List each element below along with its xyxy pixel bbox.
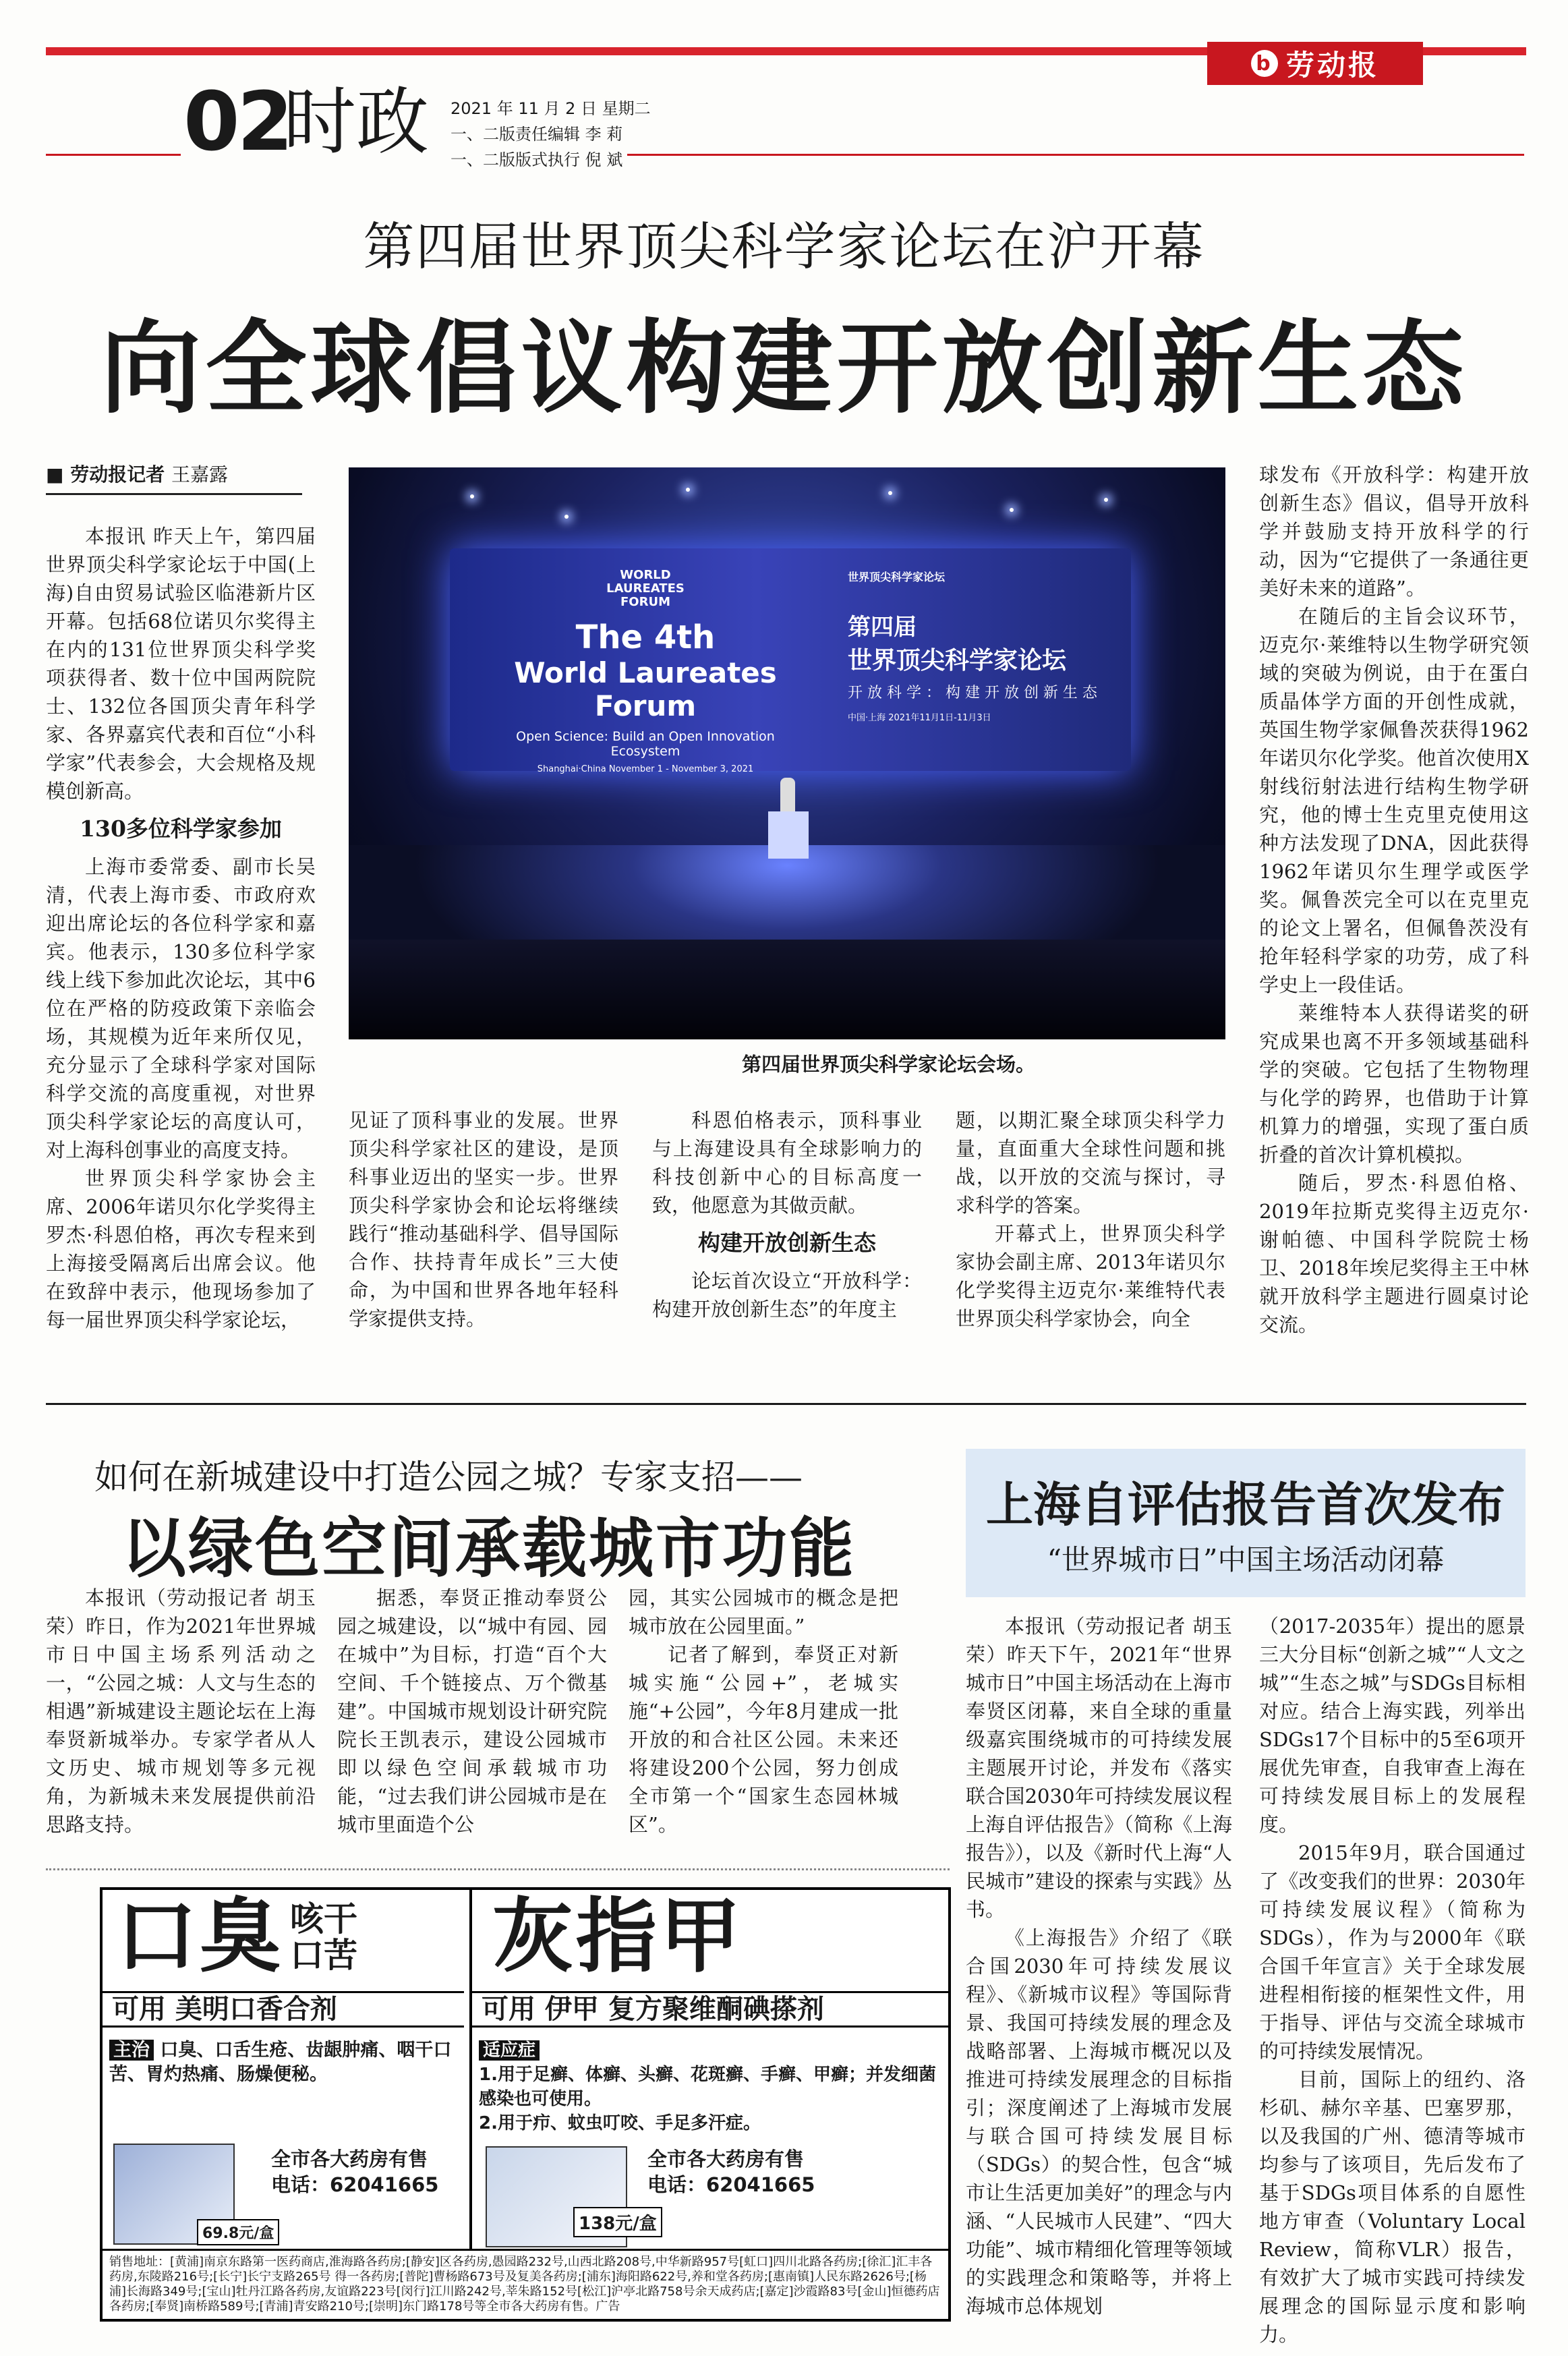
lead-paragraph: 本报讯 昨天上午，第四届世界顶尖科学家论坛于中国(上海)自由贸易试验区临港新片区开幕。包括68位诺贝尔奖得主在内的131位世界顶尖科学奖项获得者、数十位中国两院院士、132位各国顶尖青年科学家、各界嘉宾代表和百位“小科学家”代表参会，大会规格及规模创新高。 — [46, 525, 316, 803]
story3-paragraph: 2015年9月，联合国通过了《改变我们的世界：2030年可持续发展议程》（简称为SDGs），作为与2000年《联合国千年宣言》关于全球发展进程相衔接的框架性文件，用于指导、评估与交流全球城市的可持续发展情况。 — [1259, 1841, 1526, 2063]
lead-paragraph: 科恩伯格表示，顶科事业与上海建设具有全球影响力的科技创新中心的目标高度一致，他愿意为其做贡献。 — [652, 1109, 922, 1217]
brand-name: 劳动报 — [1285, 49, 1379, 82]
forum-photo — [349, 467, 1225, 1039]
ad-sales-addresses: 销售地址：[黄浦]南京东路第一医药商店,淮海路各药房;[静安]区各药房,愚园路232号,山西北路208号,中华新路957号[虹口]四川北路各药房;[徐汇]汇丰各药房,东陵路216号;[长宁]长宁支路265号 得一各药房;[普陀]曹杨路673号及复美各药房;[浦东]海阳路622号,养和堂各药房;[惠南镇]人民东路2626号;[杨浦]长海路349号;[宝山]牡丹江路各药房,友谊路223号[闵行]江川路242号,莘朱路152号[松江]沪亭北路758号余天成药店;[嘉定]沙霞路83号[金山]恒德药店各药房;[奉贤]南桥路589号;[青浦]青安路210号;[崇明]东门路178号等全市各大药房有售。广告 — [103, 2249, 948, 2319]
story2-paragraph: 据悉，奉贤正推动奉贤公园之城建设，以“城中有园、园在城中”为目标，打造“百个大空间、千个链接点、万个微基建”。中国城市规划设计研究院院长王凯表示，建设公园城市即以绿色空间承载城市功能，“过去我们讲公园城市是在城市里面造个公 — [337, 1586, 607, 1836]
ad-right-contact — [647, 2146, 815, 2197]
editor-credit: 一、二版责任编辑 李 莉 — [451, 125, 623, 144]
lead-kicker: 第四届世界顶尖科学家论坛在沪开幕 — [363, 217, 1205, 277]
screen-date-cn: 中国·上海 2021年11月1日-11月3日 — [848, 713, 991, 723]
stage-light — [1104, 498, 1108, 502]
screen-date-en: Shanghai·China November 1 - November 3, 2021 — [537, 764, 754, 774]
stage-light — [564, 515, 569, 519]
ad-right-title: 灰指甲 — [492, 1890, 743, 1984]
story2-headline: 以绿色空间承载城市功能 — [121, 1510, 856, 1586]
section-number: 02 — [183, 76, 291, 169]
layout-credit: 一、二版版式执行 倪 斌 — [451, 150, 623, 169]
audience — [349, 940, 1225, 1039]
story3-column-1 — [966, 1612, 1232, 2320]
lead-paragraph: 见证了顶科事业的发展。世界顶尖科学家社区的建设，是顶科事业迈出的坚实一步。世界顶尖科学家协会和论坛将继续践行“推动基础科学、倡导国际合作、扶持青年成长”三大使命，为中国和世界各地年轻科学家提供支持。 — [349, 1109, 618, 1330]
story2-column-1 — [46, 1584, 316, 1839]
logo-cn: 世界顶尖科学家论坛 — [848, 571, 946, 583]
lead-column-5 — [1259, 461, 1529, 1339]
lead-paragraph: 题，以期汇聚全球顶尖科学力量，直面重大全球性问题和挑战，以开放的交流与探讨，寻求科学的答案。 — [956, 1109, 1225, 1217]
ad-left-subtitle: 可用 美明口香合剂 — [103, 1991, 464, 2028]
ad-left-title: 口臭 — [116, 1890, 283, 1984]
lead-column-1 — [46, 461, 316, 1334]
ad-right-pharmacy: 全市各大药房有售 — [647, 2148, 805, 2171]
story2-column-3 — [629, 1584, 898, 1839]
screen-title-en-1: The 4th — [575, 619, 716, 656]
story3-paragraph: 本报讯（劳动报记者 胡玉荣）昨天下午，2021年“世界城市日”中国主场活动在上海市奉贤区闭幕，来自全球的重量级嘉宾围绕城市的可持续发展主题展开讨论，并发布《落实联合国2030年可持续发展议程上海自评估报告》（简称《上海报告》），以及《新时代上海“人民城市”建设的探索与实践》丛书。 — [966, 1615, 1232, 1921]
masthead-rule-left — [46, 154, 181, 156]
ad-right-indications — [479, 2038, 944, 2135]
ad-right-indication: 1.用于足癣、体癣、头癣、花斑癣、手癣、甲癣；并发细菌感染也可使用。 — [479, 2065, 936, 2109]
ad-left-phone: 电话：62041665 — [271, 2173, 439, 2196]
lead-column-3 — [652, 1106, 922, 1323]
screen-subtitle-en: Open Science: Build an Open Innovation Ecosystem — [516, 729, 775, 759]
screen-title-cn-2: 世界顶尖科学家论坛 — [848, 647, 1067, 674]
lead-byline — [46, 461, 302, 495]
ad-right-indication: 2.用于疖、蚊虫叮咬、手足多汗症。 — [479, 2113, 761, 2133]
wlf-logo — [504, 569, 787, 609]
lead-column-2 — [349, 1106, 618, 1333]
ad-left-indication-text: 口臭、口舌生疮、齿龈肿痛、咽干口苦、胃灼热痛、肠燥便秘。 — [109, 2040, 452, 2085]
stage-light — [470, 494, 474, 498]
screen-subtitle-cn: 开 放 科 学 ： 构 建 开 放 创 新 生 态 — [848, 685, 1097, 701]
story2-dotted-rule — [46, 1868, 950, 1870]
story2-column-2 — [337, 1584, 607, 1839]
stage-light — [888, 491, 892, 495]
story3-headline: 上海自评估报告首次发布 — [986, 1476, 1505, 1532]
ad-left-contact — [271, 2146, 438, 2197]
lead-headline: 向全球倡议构建开放创新生态 — [100, 309, 1468, 428]
stage-light — [686, 488, 690, 492]
lead-subhead-2: 构建开放创新生态 — [698, 1230, 876, 1256]
lead-paragraph: 莱维特本人获得诺奖的研究成果也离不开多领域基础科学的突破。它包括了生物物理与化学的跨界，也借助于计算机算力的增强，实现了蛋白质折叠的首次计算机模拟。 — [1259, 1002, 1529, 1166]
story2-paragraph: 园，其实公园城市的概念是把城市放在公园里面。” — [629, 1586, 898, 1638]
ad-left-price: 69.8元/盒 — [197, 2219, 279, 2245]
lead-paragraph: 球发布《开放科学：构建开放创新生态》倡议，倡导开放科学并鼓励支持开放科学的行动，因为“它提供了一条通往更美好未来的道路”。 — [1259, 463, 1529, 600]
lead-paragraph: 随后，罗杰·科恩伯格、2019年拉斯克奖得主迈克尔·谢帕德、中国科学院院士杨卫、2018年埃尼奖得主王中林就开放科学主题进行圆桌讨论交流。 — [1259, 1172, 1529, 1336]
screen-chinese-block — [848, 569, 1144, 723]
lead-paragraph: 在随后的主旨会议环节，迈克尔·莱维特以生物学研究领域的突破为例说，由于在蛋白质晶体学方面的开创性成就，英国生物学家佩鲁茨获得1962年诺贝尔化学奖。他首次使用X射线衍射法进行结构生物学研究，他的博士生克里克使用这种方法发现了DNA，因此获得1962年诺贝尔生理学或医学奖。佩鲁茨完全可以在克里克的论文上署名，但佩鲁茨没有抢年轻科学家的功劳，成了科学史上一段佳话。 — [1259, 605, 1529, 996]
lead-paragraph: 开幕式上，世界顶尖科学家协会副主席、2013年诺贝尔化学奖得主迈克尔·莱维特代表世界顶尖科学家协会，向全 — [956, 1222, 1225, 1330]
newspaper-brand — [1207, 42, 1423, 85]
section-divider — [46, 1403, 1526, 1405]
ad-right-price: 138元/盒 — [573, 2207, 662, 2237]
ad-right-phone: 电话：62041665 — [647, 2173, 815, 2196]
stage-light — [1010, 508, 1014, 512]
story3-subhead: “世界城市日”中国主场活动闭幕 — [1047, 1543, 1445, 1576]
logo-line: LAUREATES — [606, 581, 685, 596]
issue-date: 2021 年 11 月 2 日 星期二 — [451, 99, 651, 118]
byline-label: ■ 劳动报记者 — [46, 463, 165, 486]
screen-title-cn-1: 第四届 — [848, 614, 917, 641]
story3-paragraph: 目前，国际上的纽约、洛杉矶、赫尔辛基、巴塞罗那，以及我国的广州、德清等城市均参与了该项目，先后发布了基于SDGs项目体系的自愿性地方审查（Voluntary Local Review，简称VLR）报告，有效扩大了城市实践可持续发展理念的国际显示度和影响力。 — [1259, 2068, 1526, 2346]
lead-paragraph: 论坛首次设立“开放科学：构建开放创新生态”的年度主 — [652, 1269, 922, 1321]
story2-paragraph: 记者了解到，奉贤正对新城实施“公园+”，老城实施“+公园”，今年8月建成一批开放的和合社区公园。未来还将建设200个公园，努力创成全市第一个“国家生态园林城区”。 — [629, 1643, 898, 1836]
story2-kicker: 如何在新城建设中打造公园之城？专家支招—— — [94, 1458, 803, 1497]
story3-paragraph: （2017-2035年）提出的愿景三大分目标“创新之城”“人文之城”“生态之城”与SDGs目标相对应。结合上海实践，列举出SDGs17个目标中的5至6项开展优先审查，自我审查上海在可持续发展目标上的发展程度。 — [1259, 1615, 1526, 1836]
lead-subhead-1: 130多位科学家参加 — [80, 815, 282, 842]
logo-line: FORUM — [620, 595, 670, 609]
medicine-advertisement — [100, 1887, 951, 2322]
issue-meta — [451, 96, 651, 173]
ad-right-subtitle: 可用 伊甲 复方聚维酮碘搽剂 — [472, 1991, 948, 2028]
section-name: 时政 — [283, 80, 430, 165]
story3-column-2 — [1259, 1612, 1526, 2349]
ad-left-tag: 口苦 — [290, 1936, 357, 1975]
ad-left-pharmacy: 全市各大药房有售 — [271, 2148, 428, 2171]
brand-logo-icon: b — [1251, 50, 1278, 77]
logo-line: WORLD — [620, 568, 671, 582]
lead-paragraph: 世界顶尖科学家协会主席、2006年诺贝尔化学奖得主罗杰·科恩伯格，再次专程来到上海接受隔离后出席会议。他在致辞中表示，他现场参加了每一届世界顶尖科学家论坛， — [46, 1167, 316, 1331]
ad-left-tag: 咳干 — [290, 1899, 357, 1938]
podium — [768, 811, 809, 859]
screen-title-en-2: World Laureates Forum — [514, 656, 777, 722]
ad-left-indication-label: 主治 — [109, 2040, 154, 2061]
screen-english-block — [504, 569, 787, 774]
lead-column-4 — [956, 1106, 1225, 1333]
masthead-rule-right — [627, 154, 1524, 156]
story3-paragraph: 《上海报告》介绍了《联合国2030年可持续发展议程》、《新城市议程》等国际背景、我国可持续发展的理念及战略部署、上海城市概况以及推进可持续发展理念的目标指引；深度阐述了上海城市发展与联合国可持续发展目标（SDGs）的契合性，包含“城市让生活更加美好”的理念与内涵、“人民城市人民建”、“四大功能”、城市精细化管理等领域的实践理念和策略等，并将上海城市总体规划 — [966, 1926, 1232, 2318]
ad-left-indications — [109, 2038, 457, 2087]
byline-name: 王嘉露 — [171, 463, 228, 486]
ad-right-indication-label: 适应症 — [479, 2040, 540, 2061]
story2-paragraph: 本报讯（劳动报记者 胡玉荣）昨日，作为2021年世界城市日中国主场系列活动之一，“公园之城：人文与生态的相遇”新城建设主题论坛在上海奉贤新城举办。专家学者从人文历史、城市规划等多元视角，为新城未来发展提供前沿思路支持。 — [46, 1586, 316, 1836]
ad-left-tags — [290, 1901, 357, 1974]
lead-paragraph: 上海市委常委、副市长吴清，代表上海市委、市政府欢迎出席论坛的各位科学家和嘉宾。他表示，130多位科学家线上线下参加此次论坛，其中6位在严格的防疫政策下亲临会场，其规模为近年来所仅见，充分显示了全球科学家对国际科学交流的高度重视，对世界顶尖科学家论坛的高度认可，对上海科创事业的高度支持。 — [46, 855, 316, 1161]
photo-caption: 第四届世界顶尖科学家论坛会场。 — [742, 1053, 1036, 1076]
